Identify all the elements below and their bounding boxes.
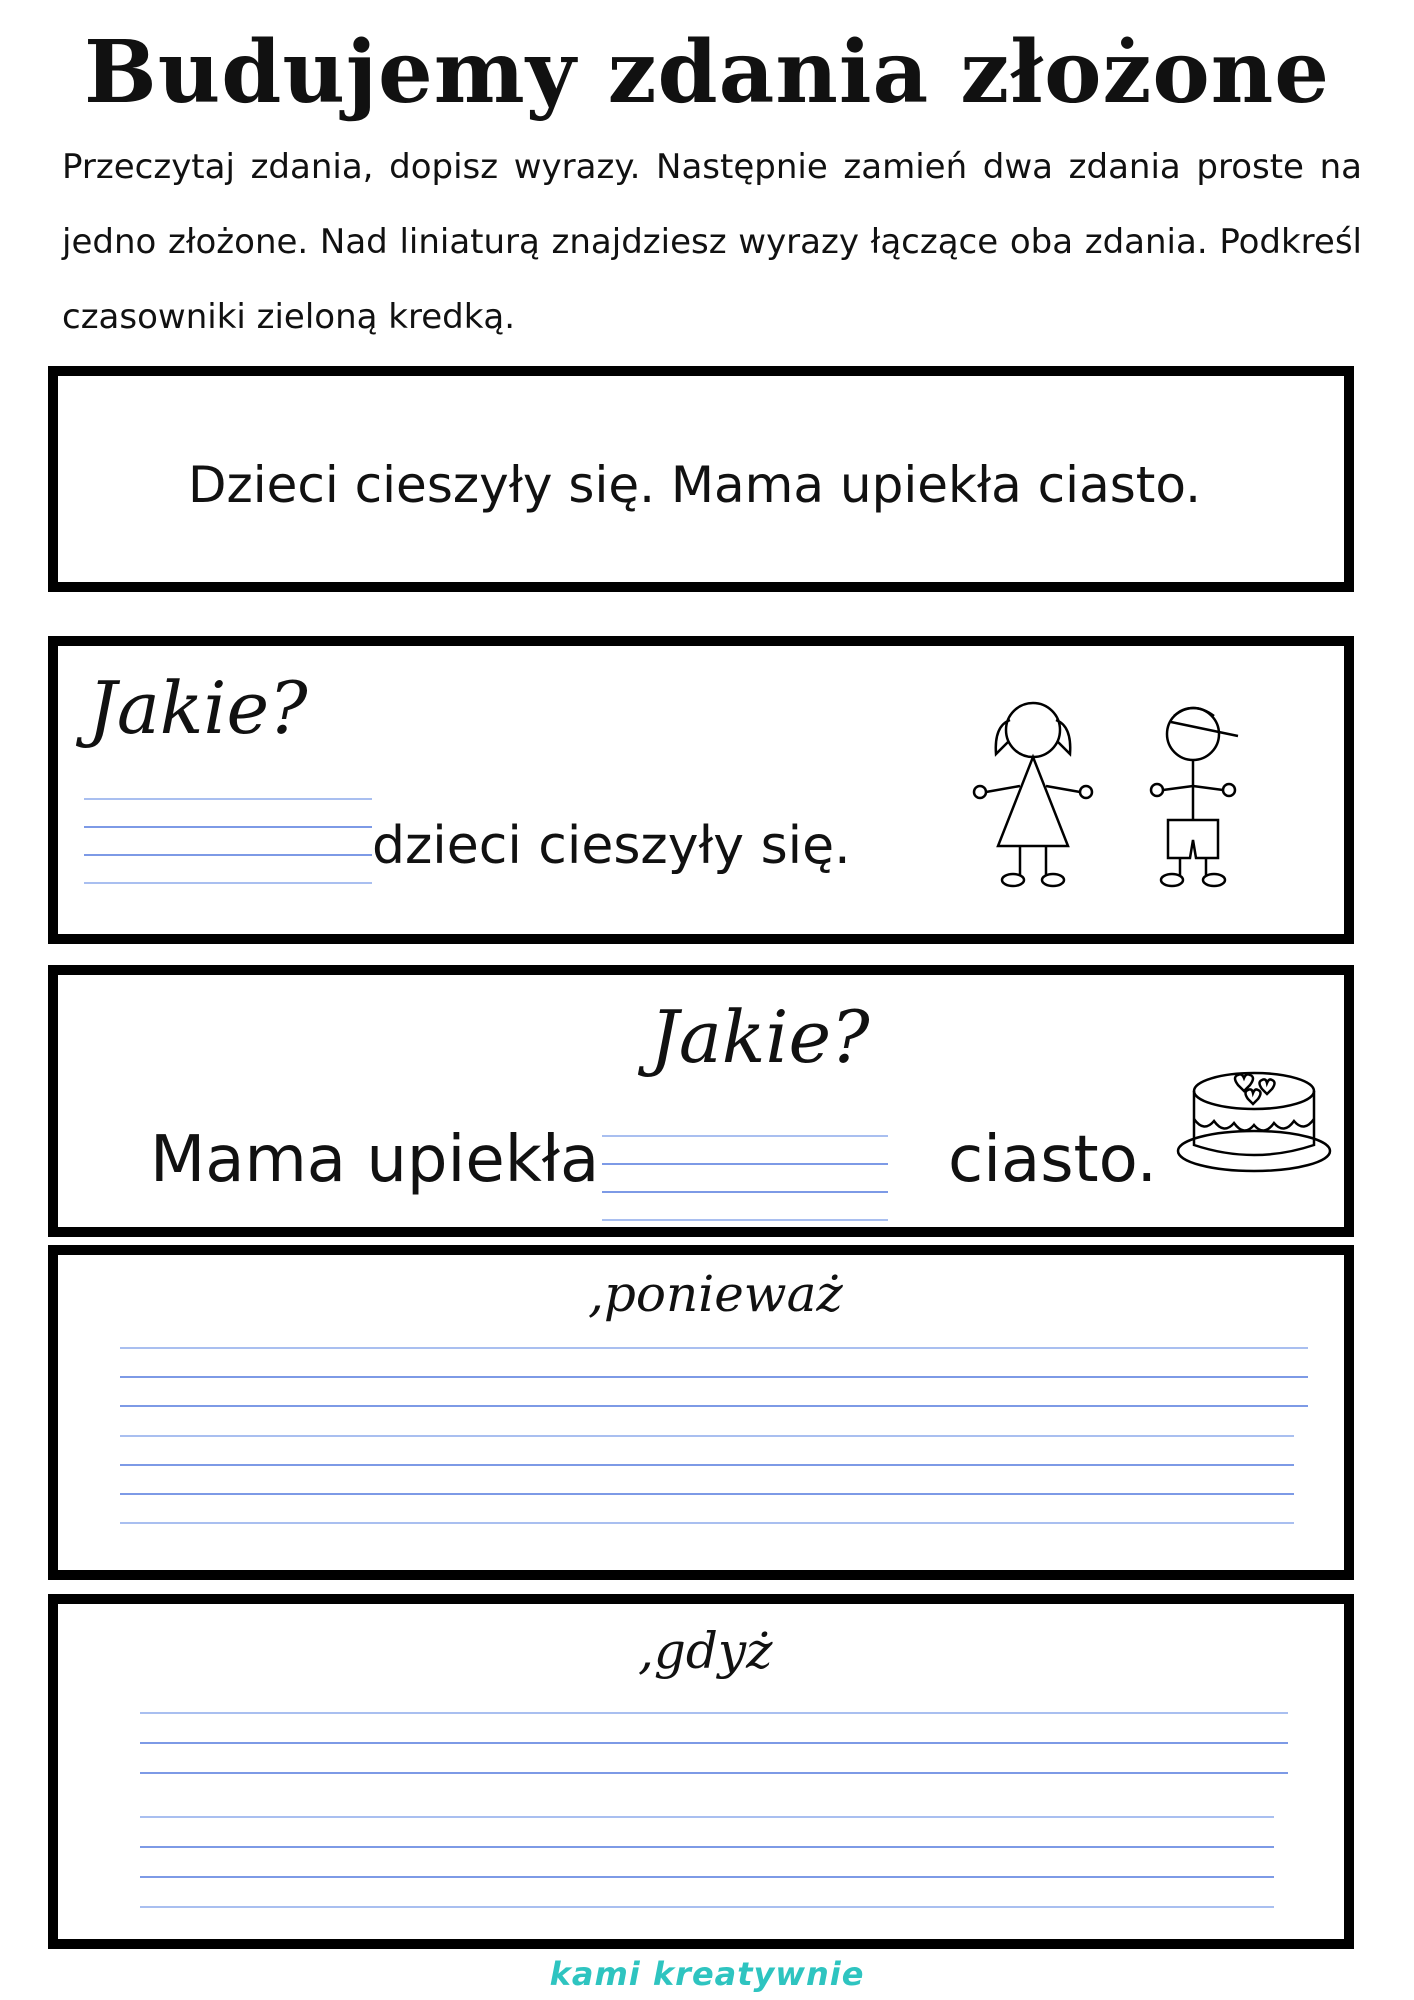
sentence-part-after: ciasto. <box>948 1123 1157 1197</box>
question-label: Jakie? <box>88 666 308 750</box>
question-label: Jakie? <box>650 995 870 1079</box>
writing-box-2 <box>48 1594 1354 1949</box>
writing-lines[interactable] <box>140 1816 1274 1936</box>
footer-brand: kami kreatywnie <box>549 1955 865 1993</box>
writing-lines[interactable] <box>84 798 372 888</box>
sentence-box-1 <box>48 366 1354 592</box>
writing-box-1 <box>48 1245 1354 1580</box>
cake-icon <box>1174 1061 1334 1181</box>
writing-lines[interactable] <box>120 1347 1308 1407</box>
connector-word: ,gdyż <box>638 1622 773 1680</box>
writing-lines[interactable] <box>140 1712 1288 1772</box>
sentence-box-3 <box>48 965 1354 1237</box>
children-icon <box>958 686 1278 916</box>
sentence-box-2 <box>48 636 1354 944</box>
instructions: Przeczytaj zdania, dopisz wyrazy. Następnie zamień dwa zdania proste na jedno złożone. Nad liniaturą znajdziesz wyrazy łączące oba zdania. Podkreśl czasowniki zieloną kredką. <box>62 147 1362 337</box>
simple-sentences: Dzieci cieszyły się. Mama upiekła ciasto. <box>188 456 1201 514</box>
page-title: Budujemy zdania złożone <box>84 22 1330 123</box>
connector-word: ,ponieważ <box>588 1265 843 1323</box>
writing-lines[interactable] <box>602 1135 888 1225</box>
writing-lines[interactable] <box>120 1435 1294 1555</box>
sentence-part: dzieci cieszyły się. <box>372 816 851 876</box>
sentence-part-before: Mama upiekła <box>150 1123 600 1197</box>
